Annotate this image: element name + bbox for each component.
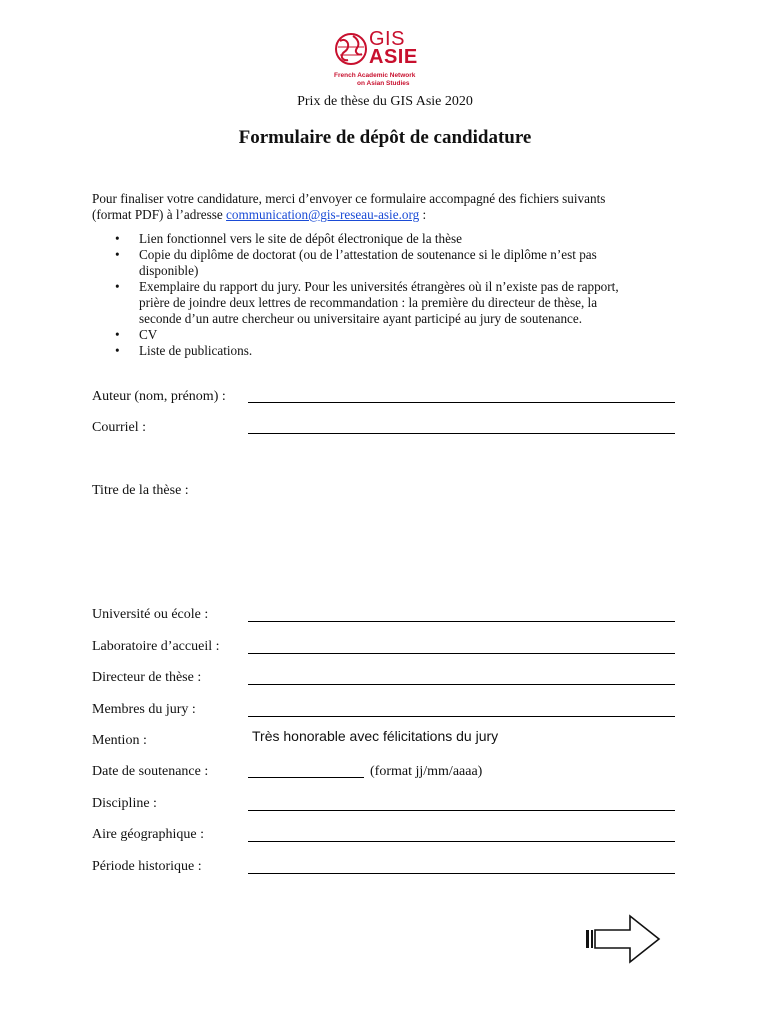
required-files-list xyxy=(92,231,682,359)
membres-field[interactable] xyxy=(248,716,675,717)
logo-gis-text: GIS xyxy=(369,28,405,50)
courriel-field[interactable] xyxy=(248,433,675,434)
intro-line-2 xyxy=(92,207,682,223)
bullet-icon: • xyxy=(115,327,120,342)
list-item xyxy=(92,327,682,343)
list-item-text: disponible) xyxy=(139,263,199,278)
universite-field[interactable] xyxy=(248,621,675,622)
mention-field[interactable]: Très honorable avec félicitations du jury xyxy=(252,728,499,744)
date-field[interactable] xyxy=(248,777,364,778)
date-label: Date de soutenance : xyxy=(92,764,209,779)
list-item-text: Liste de publications. xyxy=(139,343,253,358)
intro-colon: : xyxy=(419,207,427,222)
bullet-icon: • xyxy=(115,247,120,262)
laboratoire-label: Laboratoire d’accueil : xyxy=(92,639,220,654)
bullet-icon: • xyxy=(115,231,120,246)
courriel-label: Courriel : xyxy=(92,420,147,435)
bullet-icon: • xyxy=(115,279,120,294)
discipline-field[interactable] xyxy=(248,810,675,811)
aire-field[interactable] xyxy=(248,841,675,842)
next-page-button[interactable] xyxy=(584,913,662,965)
titre-field[interactable] xyxy=(248,500,675,590)
right-arrow-icon xyxy=(584,913,662,965)
list-item xyxy=(92,279,682,327)
logo-asie-text: ASIE xyxy=(369,46,418,68)
list-item-text: prière de joindre deux lettres de recommandation : la première du directeur de thèse, la xyxy=(139,295,598,310)
intro-paragraph xyxy=(92,191,682,223)
periode-label: Période historique : xyxy=(92,859,202,874)
discipline-label: Discipline : xyxy=(92,796,157,811)
universite-label: Université ou école : xyxy=(92,607,209,622)
list-item xyxy=(92,231,682,247)
membres-label: Membres du jury : xyxy=(92,702,196,717)
bullet-icon: • xyxy=(115,343,120,358)
list-item-text: Copie du diplôme de doctorat (ou de l’attestation de soutenance si le diplôme n’est pas xyxy=(139,247,597,262)
laboratoire-field[interactable] xyxy=(248,653,675,654)
titre-label: Titre de la thèse : xyxy=(92,483,189,498)
mention-label: Mention : xyxy=(92,733,147,748)
directeur-field[interactable] xyxy=(248,684,675,685)
page-title: Formulaire de dépôt de candidature xyxy=(238,127,532,148)
list-item-text: Exemplaire du rapport du jury. Pour les universités étrangères où il n’existe pas de rapport, xyxy=(139,279,619,294)
intro-line-1: Pour finaliser votre candidature, merci d’envoyer ce formulaire accompagné des fichiers suivants xyxy=(92,191,606,206)
periode-field[interactable] xyxy=(248,873,675,874)
list-item xyxy=(92,247,682,279)
list-item-text: seconde d’un autre chercheur ou universitaire ayant participé au jury de soutenance. xyxy=(139,311,583,326)
gis-asie-logo xyxy=(334,27,434,89)
list-item-text: CV xyxy=(139,327,158,342)
auteur-field[interactable] xyxy=(248,402,675,403)
page-subtitle: Prix de thèse du GIS Asie 2020 xyxy=(297,94,473,109)
logo-tagline-2: on Asian Studies xyxy=(357,80,410,87)
auteur-label: Auteur (nom, prénom) : xyxy=(92,389,226,404)
email-link[interactable]: communication@gis-reseau-asie.org xyxy=(226,207,420,222)
date-format-hint: (format jj/mm/aaaa) xyxy=(370,764,483,779)
intro-text: (format PDF) à l’adresse xyxy=(92,207,227,222)
directeur-label: Directeur de thèse : xyxy=(92,670,202,685)
globe-icon xyxy=(334,27,368,71)
list-item-text: Lien fonctionnel vers le site de dépôt électronique de la thèse xyxy=(139,231,462,246)
list-item xyxy=(92,343,682,359)
aire-label: Aire géographique : xyxy=(92,827,204,842)
logo-tagline-1: French Academic Network xyxy=(334,72,416,79)
